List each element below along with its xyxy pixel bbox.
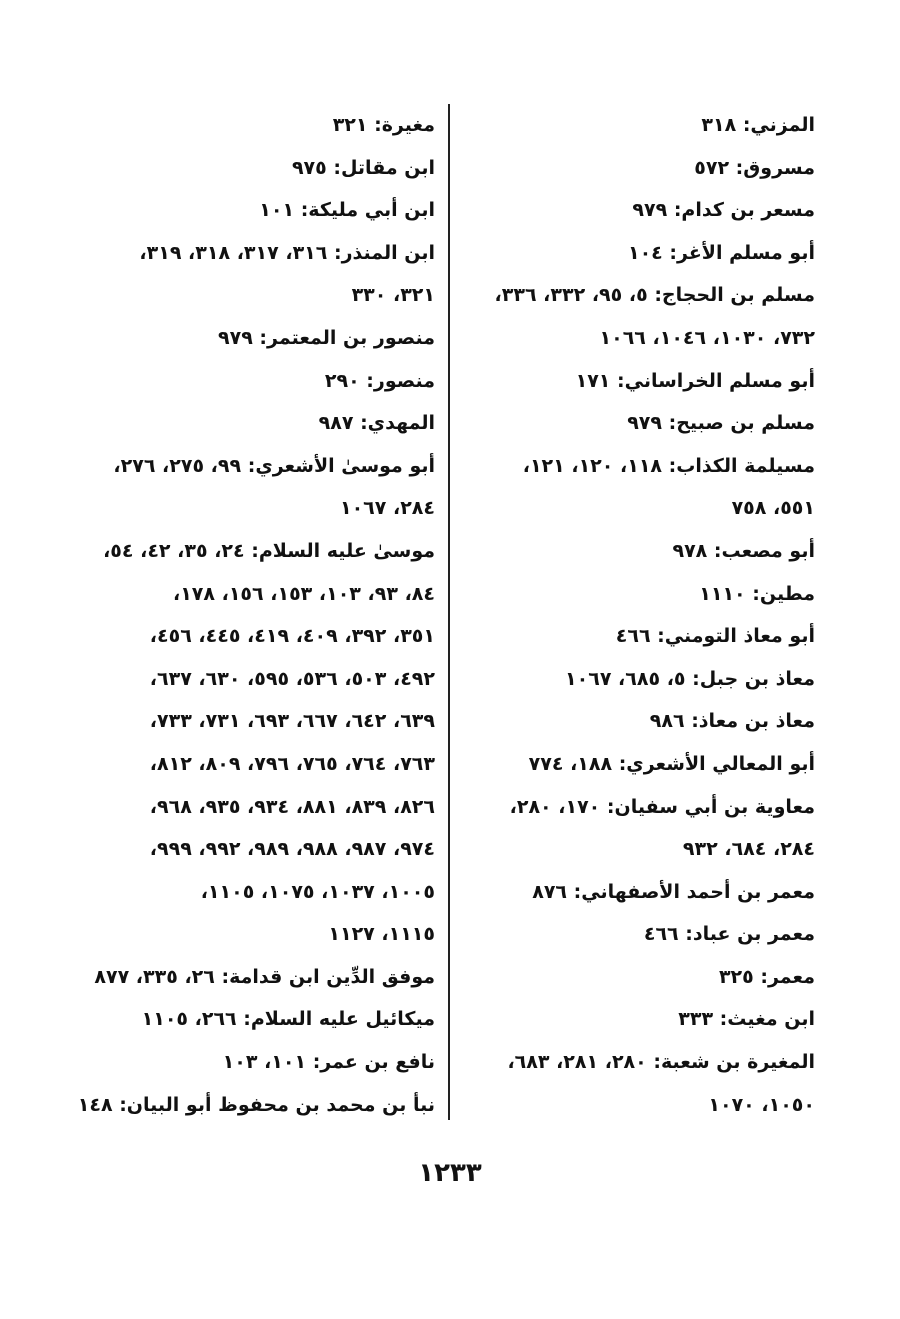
index-line: المزني: ٣١٨ [701,114,815,136]
index-columns [77,104,815,1124]
index-line: مسلم بن الحجاج: ٥، ٩٥، ٣٣٢، ٣٣٦، [494,284,815,307]
index-line: أبو موسىٰ الأشعري: ٩٩، ٢٧٥، ٢٧٦، [113,454,435,477]
index-line: ٣٥١، ٣٩٢، ٤٠٩، ٤١٩، ٤٤٥، ٤٥٦، [149,625,435,648]
index-line: معاذ بن جبل: ٥، ٦٨٥، ١٠٦٧ [565,667,815,690]
index-line: ٨٤، ٩٣، ١٠٣، ١٥٣، ١٥٦، ١٧٨، [172,582,435,605]
index-line: أبو مسلم الخراساني: ١٧١ [575,369,815,392]
index-column-right [463,104,815,1126]
index-line: المغيرة بن شعبة: ٢٨٠، ٢٨١، ٦٨٣، [507,1051,815,1074]
index-line: ١١١٥، ١١٢٧ [328,923,435,946]
index-line: ٩٧٤، ٩٨٧، ٩٨٨، ٩٨٩، ٩٩٢، ٩٩٩، [149,838,435,861]
index-line: ٣٢١، ٣٣٠ [351,284,435,307]
index-line: منصور بن المعتمر: ٩٧٩ [218,326,435,349]
index-line: معمر: ٣٢٥ [718,965,815,988]
index-line: نبأ بن محمد بن محفوظ أبو البيان: ١٤٨ [77,1093,435,1116]
index-line: ٨٢٦، ٨٣٩، ٨٨١، ٩٣٤، ٩٣٥، ٩٦٨، [149,795,435,818]
index-line: ٧٦٣، ٧٦٤، ٧٦٥، ٧٩٦، ٨٠٩، ٨١٢، [149,752,435,775]
index-line: ابن المنذر: ٣١٦، ٣١٧، ٣١٨، ٣١٩، [139,241,435,264]
index-line: موسىٰ عليه السلام: ٢٤، ٣٥، ٤٢، ٥٤، [103,539,435,562]
index-line: ٢٨٤، ١٠٦٧ [339,497,435,520]
index-line: مغيرة: ٣٢١ [332,114,435,136]
index-line: ميكائيل عليه السلام: ٢٦٦، ١١٠٥ [141,1008,435,1031]
index-line: مطين: ١١١٠ [699,582,815,605]
index-line: أبو المعالي الأشعري: ١٨٨، ٧٧٤ [528,752,815,775]
index-line: موفق الدِّين ابن قدامة: ٢٦، ٣٣٥، ٨٧٧ [94,965,435,988]
index-line: ٥٥١، ٧٥٨ [731,497,815,520]
index-line: ٢٨٤، ٦٨٤، ٩٣٢ [682,838,815,861]
index-line: أبو مصعب: ٩٧٨ [672,539,815,562]
index-line: مسيلمة الكذاب: ١١٨، ١٢٠، ١٢١، [522,454,815,477]
index-line: منصور: ٢٩٠ [324,369,435,392]
index-line: أبو معاذ التومني: ٤٦٦ [615,625,815,648]
index-line: معاذ بن معاذ: ٩٨٦ [649,710,815,733]
index-line: مسروق: ٥٧٢ [694,156,815,179]
index-line: مسلم بن صبيح: ٩٧٩ [627,412,815,435]
index-line: ١٠٠٥، ١٠٣٧، ١٠٧٥، ١١٠٥، [200,880,435,903]
index-line: ابن أبي مليكة: ١٠١ [259,199,435,222]
index-line: نافع بن عمر: ١٠١، ١٠٣ [222,1051,435,1074]
index-line: ٧٣٢، ١٠٣٠، ١٠٤٦، ١٠٦٦ [599,326,815,349]
index-line: ابن مغيث: ٣٣٣ [678,1008,815,1031]
index-line: ٦٣٩، ٦٤٢، ٦٦٧، ٦٩٣، ٧٣١، ٧٣٣، [149,710,435,733]
index-line: معاوية بن أبي سفيان: ١٧٠، ٢٨٠، [509,795,815,818]
index-line: مسعر بن كدام: ٩٧٩ [632,199,815,222]
index-line: معمر بن عباد: ٤٦٦ [643,923,815,946]
index-column-left [77,104,435,1126]
index-line: ٤٩٢، ٥٠٣، ٥٣٦، ٥٩٥، ٦٣٠، ٦٣٧، [149,667,435,690]
index-line: ابن مقاتل: ٩٧٥ [291,156,435,179]
index-line: المهدي: ٩٨٧ [318,412,435,435]
index-line: ١٠٥٠، ١٠٧٠ [708,1093,815,1116]
column-divider [448,104,450,1120]
index-line: معمر بن أحمد الأصفهاني: ٨٧٦ [532,880,815,903]
page-number: ١٢٣٣ [418,1158,482,1188]
index-line: أبو مسلم الأغر: ١٠٤ [627,241,815,264]
